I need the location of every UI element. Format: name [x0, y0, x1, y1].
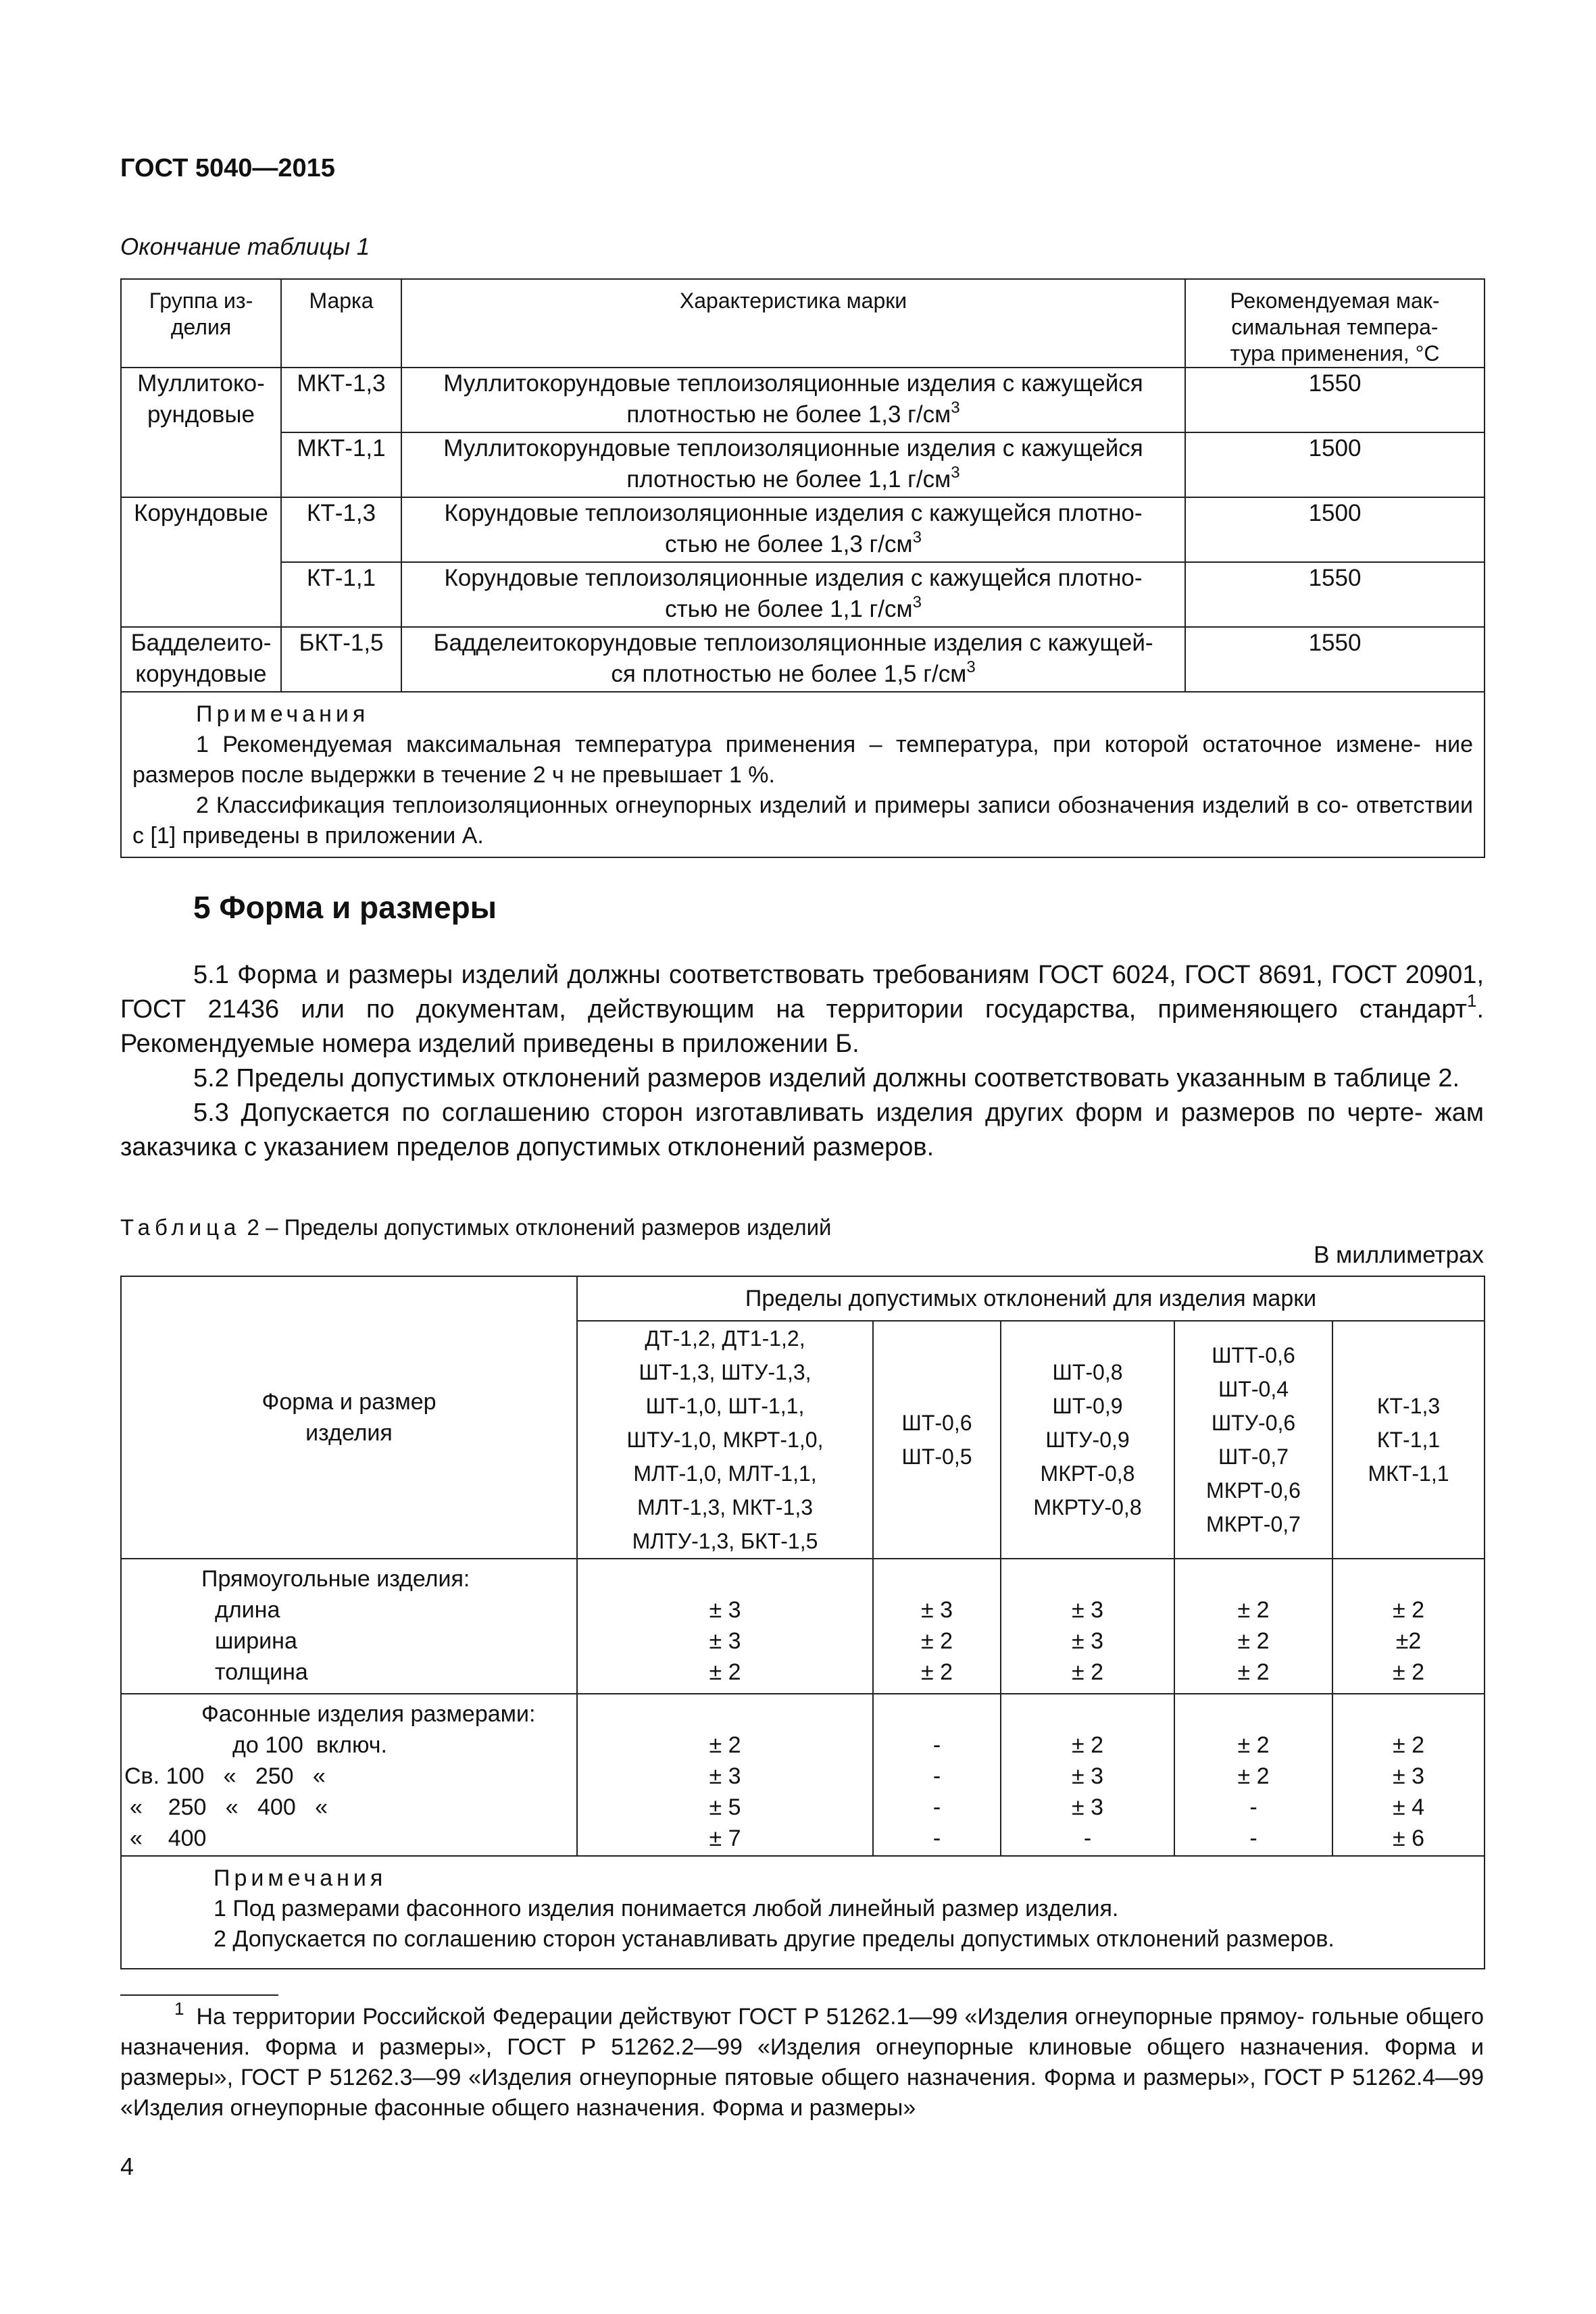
paragraph-5-1: 5.1 Форма и размеры изделий должны соответствовать требованиям ГОСТ 6024, ГОСТ 8691, ГОСТ 20901, ГОСТ 21436 или по документам, действующим на территории государства, применяющего стандарт$^1$. Рекомендуемые номера изделий приведены в приложении Б. — [120, 961, 1484, 1058]
table1-description-cell: Муллитокорундовые теплоизоляционные изделия с кажущейся плотностью не более 1,3 $г/см^3$ — [401, 368, 1185, 432]
table2-mark-column: ШТ-0,6 ШТ-0,5 — [873, 1321, 1001, 1559]
table2-notes — [121, 1856, 1485, 1969]
table-row — [121, 627, 1485, 692]
table2-group-title: Прямоугольные изделия: — [201, 1566, 470, 1592]
table1-header-row — [121, 279, 1485, 368]
table2-note: 2 Допускается по соглашению сторон устанавливать другие пределы допустимых отклонений размеров. — [214, 1926, 1335, 1952]
table2-header-group: Пределы допустимых отклонений для изделия марки — [577, 1276, 1485, 1321]
table2-rectangular-section — [121, 1559, 1485, 1694]
table2-note: 1 Под размерами фасонного изделия понимается любой линейный размер изделия. — [214, 1896, 1119, 1921]
table-row — [121, 368, 1485, 432]
table2-row-label: « 250 « 400 « — [130, 1794, 328, 1820]
table2-row-labels — [121, 1559, 577, 1694]
table1-temperature-cell: 1550 — [1185, 562, 1485, 627]
table2-value-cell: ± 2 ± 2 ± 2 — [1174, 1559, 1332, 1694]
paragraph-5-3: 5.3 Допускается по соглашению сторон изготавливать изделия других форм и размеров по черте- жам заказчика с указанием пределов допустимых отклонений размеров. — [120, 1099, 1484, 1161]
table1-mark-cell: КТ-1,3 — [281, 497, 401, 562]
paragraph-5-2: 5.2 Пределы допустимых отклонений размеров изделий должны соответствовать указанным в таблице 2. — [193, 1064, 1460, 1092]
table1-header-mark: Марка — [281, 279, 401, 368]
table2-header-shape: Форма и размер изделия — [121, 1276, 577, 1559]
table1-continuation-caption: Окончание таблицы 1 — [120, 234, 370, 260]
table1-header-group: Группа из- делия — [121, 279, 281, 368]
table1-description-cell: Корундовые теплоизоляционные изделия с кажущейся плотно- стью не более 1,3 $г/см^3$ — [401, 497, 1185, 562]
table1-temperature-cell: 1500 — [1185, 432, 1485, 497]
table1-group-cell: Бадделеито- корундовые — [121, 627, 281, 692]
table2-value-cell: - - - - — [873, 1694, 1001, 1856]
table1-description-cell: Корундовые теплоизоляционные изделия с кажущейся плотно- стью не более 1,1 $г/см^3$ — [401, 562, 1185, 627]
section-paragraphs — [120, 958, 1484, 1165]
table2-group-title: Фасонные изделия размерами: — [201, 1701, 536, 1727]
table1-notes — [121, 692, 1485, 857]
table1-description-cell: Муллитокорундовые теплоизоляционные изделия с кажущейся плотностью не более 1,1 $г/см^3$ — [401, 432, 1185, 497]
table1-mark-cell: БКТ-1,5 — [281, 627, 401, 692]
table2-mark-column: КТ-1,3 КТ-1,1 МКТ-1,1 — [1332, 1321, 1485, 1559]
table2-row-labels — [121, 1694, 577, 1856]
table1 — [120, 278, 1485, 858]
table2-row-label: толщина — [215, 1659, 308, 1685]
table2-row-label: длина — [215, 1597, 280, 1623]
table2-mark-column: ДТ-1,2, ДТ1-1,2, ШТ-1,3, ШТУ-1,3, ШТ-1,0, ШТ-1,1, ШТУ-1,0, МКРТ-1,0, МЛТ-1,0, МЛТ-1,1, МЛТ-1,3, МКТ-1,3 МЛТУ-1,3, БКТ-1,5 — [577, 1321, 873, 1559]
table1-temperature-cell: 1500 — [1185, 497, 1485, 562]
table1-description-cell: Бадделеитокорундовые теплоизоляционные изделия с кажущей- ся плотностью не более 1,5 $г/см^3$ — [401, 627, 1185, 692]
table2-units: В миллиметрах — [1314, 1242, 1484, 1268]
table2-value-cell: ± 2 ± 2 - - — [1174, 1694, 1332, 1856]
table1-group-cell: Корундовые — [121, 497, 281, 627]
table-row — [121, 497, 1485, 562]
footnote-separator — [120, 1994, 278, 1996]
table2-value-cell: ± 3 ± 3 ± 2 — [577, 1559, 873, 1694]
table2 — [120, 1276, 1485, 1969]
table1-group-cell: Муллитоко- рундовые — [121, 368, 281, 497]
table2-caption: Таблица 2 – Пределы допустимых отклонений размеров изделий — [120, 1215, 832, 1240]
table2-shaped-section — [121, 1694, 1485, 1856]
table2-value-cell: ± 2 ± 3 ± 5 ± 7 — [577, 1694, 873, 1856]
table2-value-cell: ± 2 ± 3 ± 3 - — [1001, 1694, 1174, 1856]
table1-mark-cell: МКТ-1,1 — [281, 432, 401, 497]
footnote-mark: 1 — [174, 1998, 184, 2019]
table2-row-label: Св. 100 « 250 « — [124, 1763, 326, 1789]
table2-notes-title: Примечания — [214, 1865, 387, 1891]
table2-value-cell: ± 3 ± 2 ± 2 — [873, 1559, 1001, 1694]
table1-note: 1 Рекомендуемая максимальная температура применения – температура, при которой остаточное измене- ние размеров после выдержки в течение 2 ч не превышает 1 %. — [132, 732, 1473, 788]
table1-temperature-cell: 1550 — [1185, 627, 1485, 692]
table2-mark-column: ШТТ-0,6 ШТ-0,4 ШТУ-0,6 ШТ-0,7 МКРТ-0,6 МКРТ-0,7 — [1174, 1321, 1332, 1559]
table1-notes-title: Примечания — [196, 701, 370, 727]
table1-header-description: Характеристика марки — [401, 279, 1185, 368]
document-code: ГОСТ 5040—2015 — [120, 154, 335, 182]
table2-row-label: « 400 — [130, 1826, 207, 1851]
table2-mark-column: ШТ-0,8 ШТ-0,9 ШТУ-0,9 МКРТ-0,8 МКРТУ-0,8 — [1001, 1321, 1174, 1559]
table1-note: 2 Классификация теплоизоляционных огнеупорных изделий и примеры записи обозначения изделий в со- ответствии с [1] приведены в приложении А. — [132, 793, 1473, 849]
table2-value-cell: ± 2 ± 3 ± 4 ± 6 — [1332, 1694, 1485, 1856]
table1-header-temperature: Рекомендуемая мак- симальная темпера- тура применения, °С — [1185, 279, 1485, 368]
table2-row-label: ширина — [215, 1628, 297, 1654]
table1-notes-row — [121, 692, 1485, 857]
table-row — [121, 432, 1485, 497]
table2-row-label: до 100 включ. — [232, 1732, 387, 1758]
section-title: 5 Форма и размеры — [193, 890, 497, 925]
footnote — [120, 1998, 1484, 2123]
footnote-text: На территории Российской Федерации действуют ГОСТ Р 51262.1—99 «Изделия огнеупорные прямоу- гольные общего назначения. Форма и размеры», ГОСТ Р 51262.2—99 «Изделия огнеупорные клиновые общего назначения. Форма и размеры», ГОСТ Р 51262.3—99 «Изделия огнеупорные пятовые общего назначения. Форма и размеры», ГОСТ Р 51262.4—99 «Изделия огнеупорные фасонные общего назначения. Форма и размеры» — [120, 2004, 1484, 2121]
page-number: 4 — [120, 2153, 134, 2180]
table1-temperature-cell: 1550 — [1185, 368, 1485, 432]
table-row — [121, 562, 1485, 627]
table1-mark-cell: МКТ-1,3 — [281, 368, 401, 432]
table2-header-row — [121, 1276, 1485, 1321]
table2-value-cell: ± 3 ± 3 ± 2 — [1001, 1559, 1174, 1694]
table1-mark-cell: КТ-1,1 — [281, 562, 401, 627]
table2-value-cell: ± 2 ±2 ± 2 — [1332, 1559, 1485, 1694]
table2-notes-row — [121, 1856, 1485, 1969]
